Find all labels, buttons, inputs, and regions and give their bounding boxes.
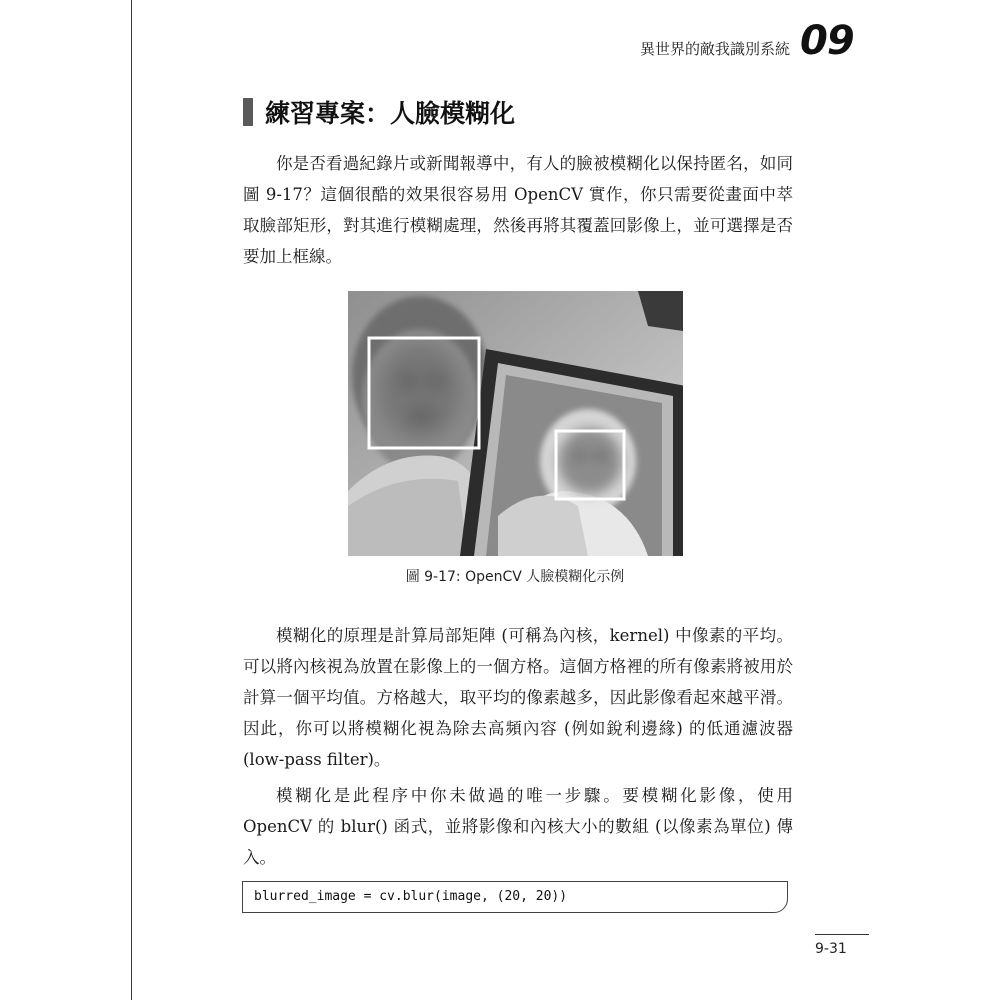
page-binding-edge	[131, 0, 132, 1000]
paragraph-blur-principle: 模糊化的原理是計算局部矩陣 (可稱為內核，kernel) 中像素的平均。可以將內核視為放置在影像上的一個方格。這個方格裡的所有像素將被用於計算一個平均值。方格越大，取平均的像素越多，因此影像看起來越平滑。因此，你可以將模糊化視為除去高頻內容 (例如銳利邊緣) 的低通濾波器 (low-pass filter)。	[243, 626, 793, 769]
chapter-number: 09	[800, 18, 854, 64]
figure-caption: 圖 9-17: OpenCV 人臉模糊化示例	[405, 569, 625, 585]
section-heading: 練習專案：人臉模糊化	[265, 99, 516, 128]
code-block	[242, 881, 788, 913]
page-number: 9-31	[815, 941, 847, 957]
chapter-title: 異世界的敵我識別系統	[640, 40, 791, 58]
footer-divider	[815, 934, 869, 935]
paragraph-intro: 你是否看過紀錄片或新聞報導中，有人的臉被模糊化以保持匿名，如同圖 9-17？這個很酷的效果很容易用 OpenCV 實作，你只需要從畫面中萃取臉部矩形，對其進行模糊處理，然後再將其覆蓋回影像上，並可選擇是否要加上框線。	[243, 154, 793, 266]
heading-marker-bar	[243, 98, 253, 126]
code-line: blurred_image = cv.blur(image, (20, 20))	[254, 889, 568, 904]
figure-face-blur-photo	[348, 291, 683, 556]
paragraph-blur-function: 模糊化是此程序中你未做過的唯一步驟。要模糊化影像，使用 OpenCV 的 blur() 函式，並將影像和內核大小的數組 (以像素為單位) 傳入。	[243, 786, 793, 867]
